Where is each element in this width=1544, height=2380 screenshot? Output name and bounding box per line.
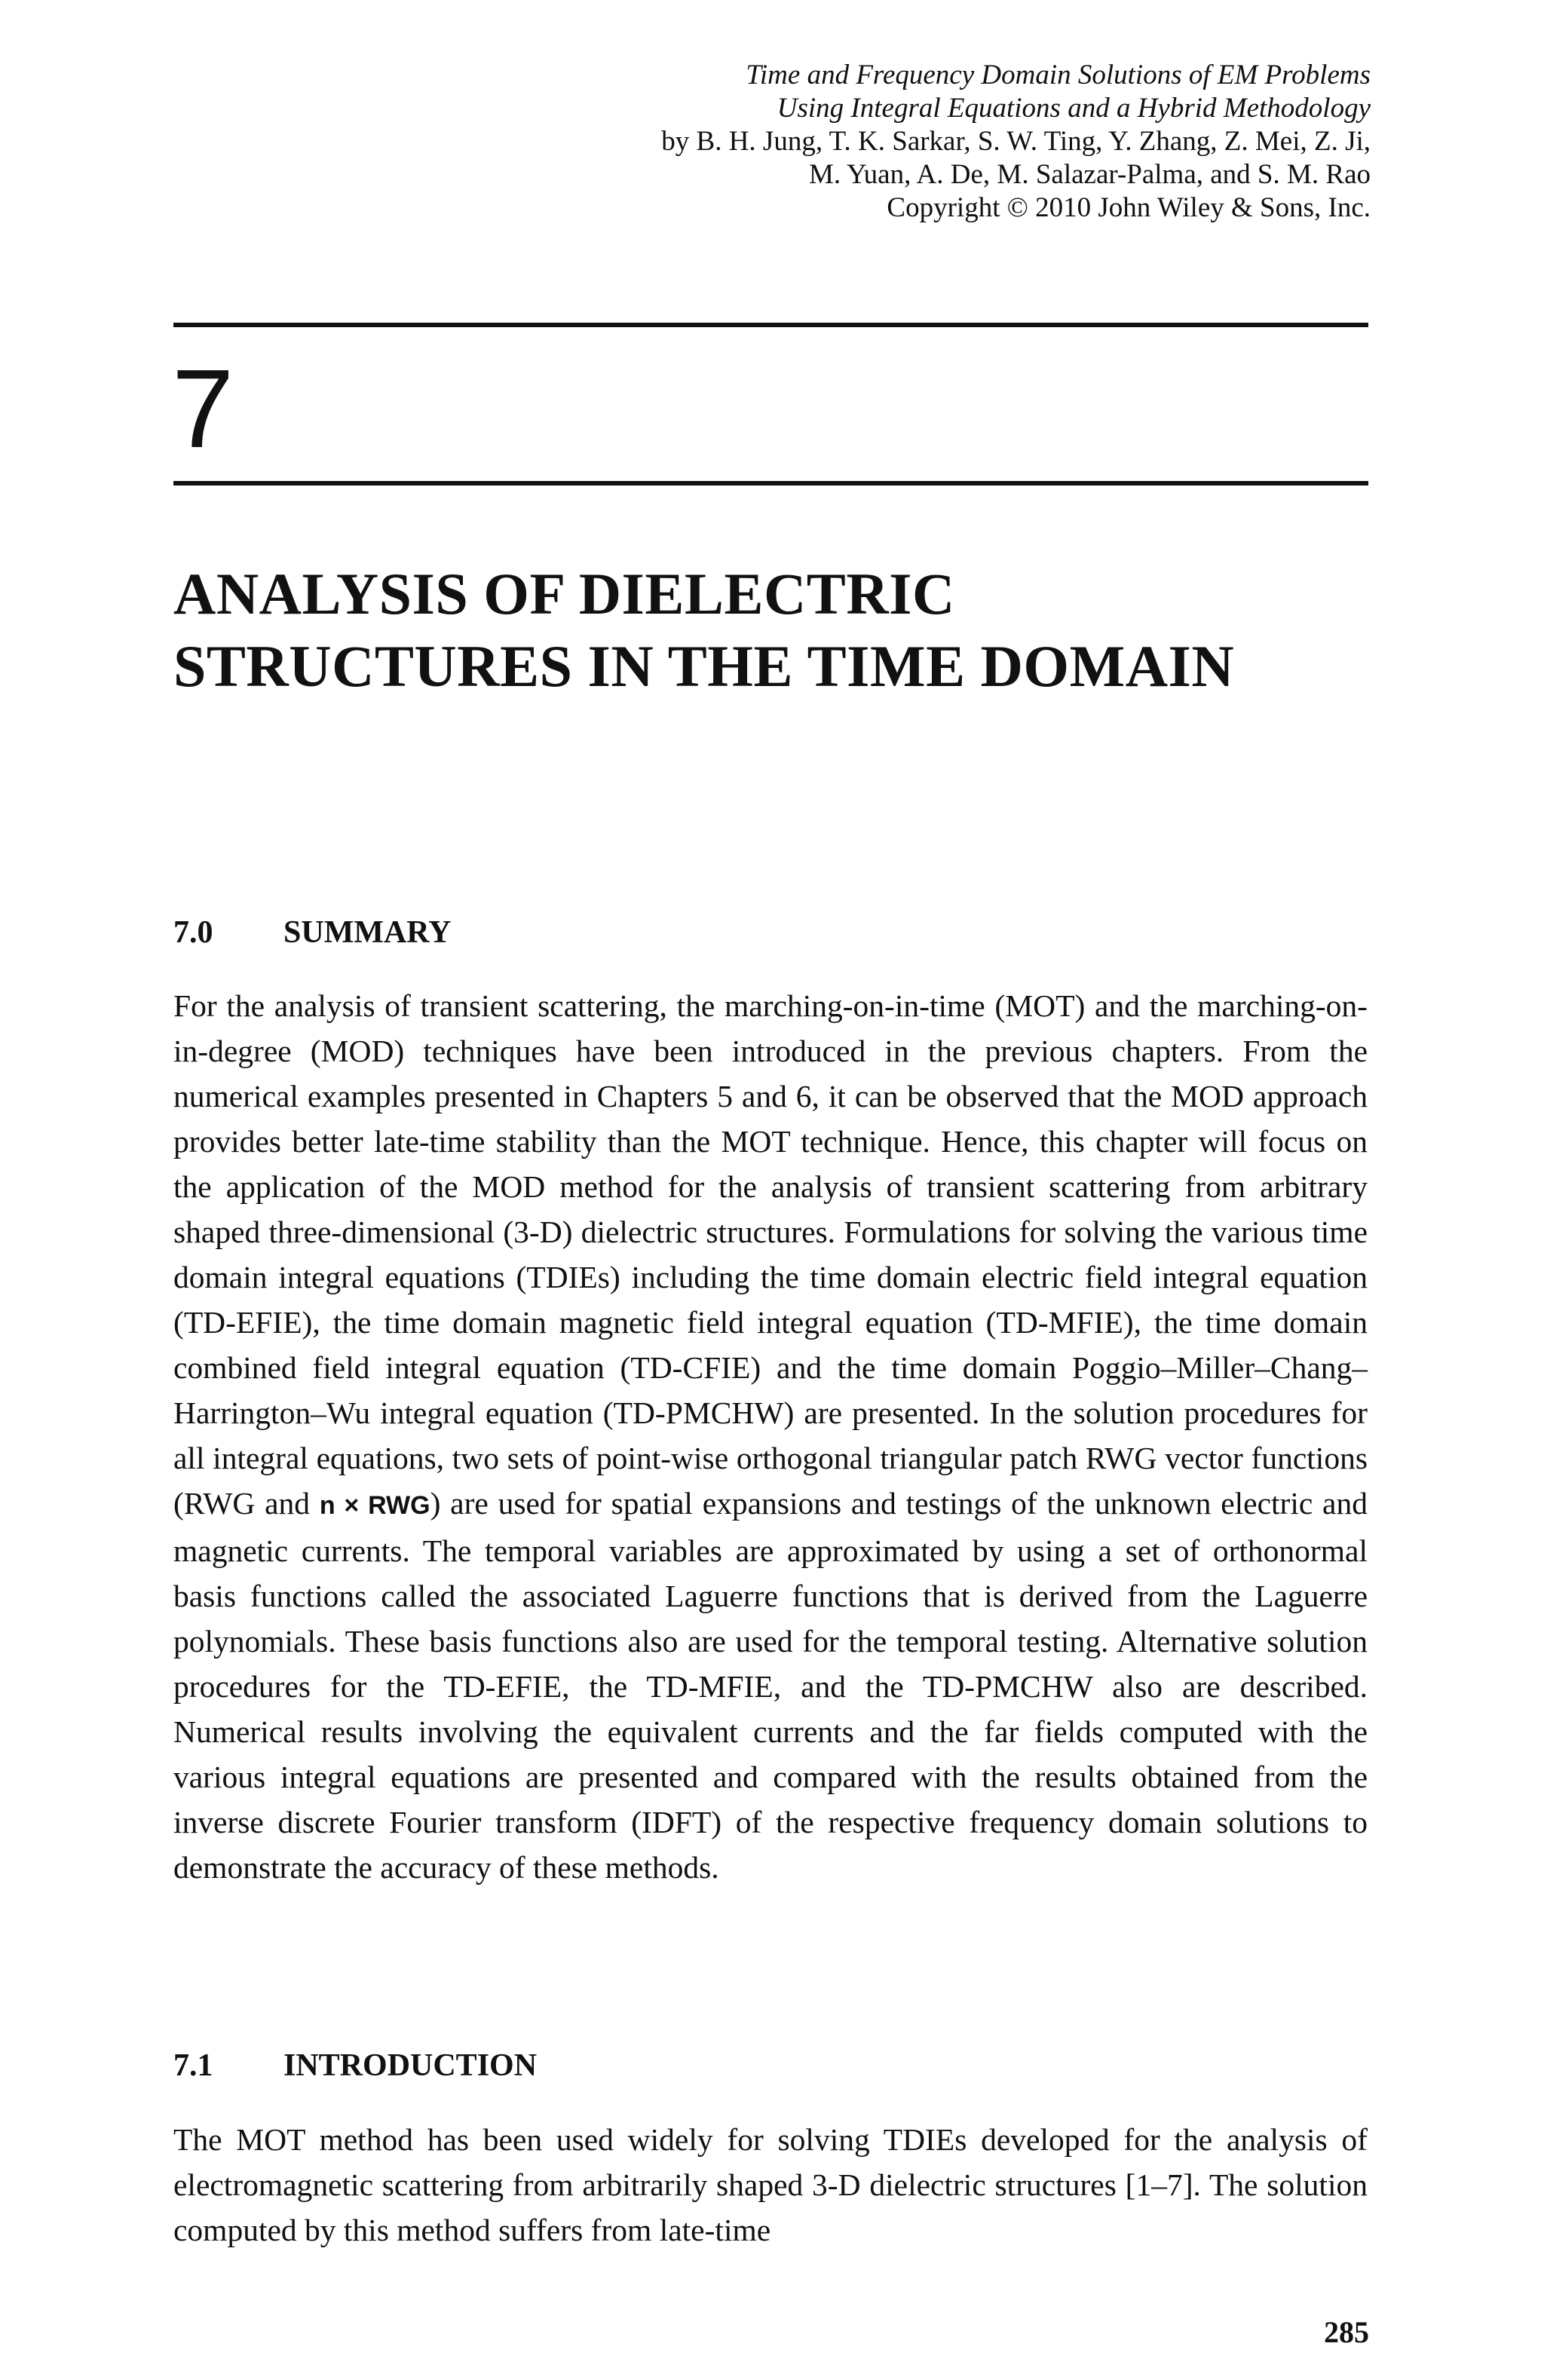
introduction-paragraph: The MOT method has been used widely for solving TDIEs developed for the analysis of electromagnetic scattering from arbitrarily shaped 3-D dielectric structures [1–7]. The solution computed by this method suffers from late-time <box>173 2122 1368 2247</box>
page-number: 285 <box>1324 2315 1369 2349</box>
summary-text-part-2: ) are used for spatial expansions and testings of the unknown electric and magnetic currents. The temporal variables are approximated by using a set of orthonormal basis functions called the associated Laguerre functions that is derived from the Laguerre polynomials. These basis functions also are used for the temporal testing. Alternative solution procedures for the TD-EFIE, the TD-MFIE, and the TD-PMCHW also are described. Numerical results involving the equivalent currents and the far fields computed with the various integral equations are presented and compared with the results obtained from the inverse discrete Fourier transform (IDFT) of the respective frequency domain solutions to demonstrate the accuracy of these methods. <box>173 1486 1368 1885</box>
chapter-rule-bottom <box>173 481 1368 485</box>
chapter-title-line-2: STRUCTURES IN THE TIME DOMAIN <box>173 633 1235 699</box>
book-title-line-1: Time and Frequency Domain Solutions of EM Problems <box>746 60 1371 90</box>
copyright-line: Copyright © 2010 John Wiley & Sons, Inc. <box>887 192 1371 223</box>
section-title: INTRODUCTION <box>283 2048 538 2083</box>
authors-line-1: by B. H. Jung, T. K. Sarkar, S. W. Ting, Y. Zhang, Z. Mei, Z. Ji, <box>661 126 1371 157</box>
section-number: 7.0 <box>173 915 213 950</box>
section-title: SUMMARY <box>283 915 452 950</box>
chapter-rule-top <box>173 323 1368 327</box>
math-expression: n × RWG <box>319 1491 430 1520</box>
chapter-title <box>173 558 1380 703</box>
summary-text-part-1: For the analysis of transient scattering, the marching-on-in-time (MOT) and the marching-on-in-degree (MOD) techniques have been introduced in the previous chapters. From the numerical examples presented in Chapters 5 and 6, it can be observed that the MOD approach provides better late-time stability than the MOT technique. Hence, this chapter will focus on the application of the MOD method for the analysis of transient scattering from arbitrary shaped three-dimensional (3-D) dielectric structures. Formulations for solving the various time domain integral equations (TDIEs) including the time domain electric field integral equation (TD-EFIE), the time domain magnetic field integral equation (TD-MFIE), the time domain combined field integral equation (TD-CFIE) and the time domain Poggio–Miller–Chang–Harrington–Wu integral equation (TD-PMCHW) are presented. In the solution procedures for all integral equations, two sets of point-wise orthogonal triangular patch RWG vector functions (RWG and <box>173 988 1368 1521</box>
running-header <box>466 59 1371 225</box>
chapter-title-line-1: ANALYSIS OF DIELECTRIC <box>173 561 955 626</box>
section-heading-introduction <box>173 2047 537 2084</box>
chapter-number: 7 <box>172 347 234 471</box>
section-number: 7.1 <box>173 2048 213 2083</box>
summary-paragraph <box>173 983 1368 1890</box>
section-heading-summary <box>173 914 452 951</box>
authors-line-2: M. Yuan, A. De, M. Salazar-Palma, and S. M. Rao <box>809 159 1371 190</box>
book-title-line-2: Using Integral Equations and a Hybrid Methodology <box>777 93 1371 124</box>
